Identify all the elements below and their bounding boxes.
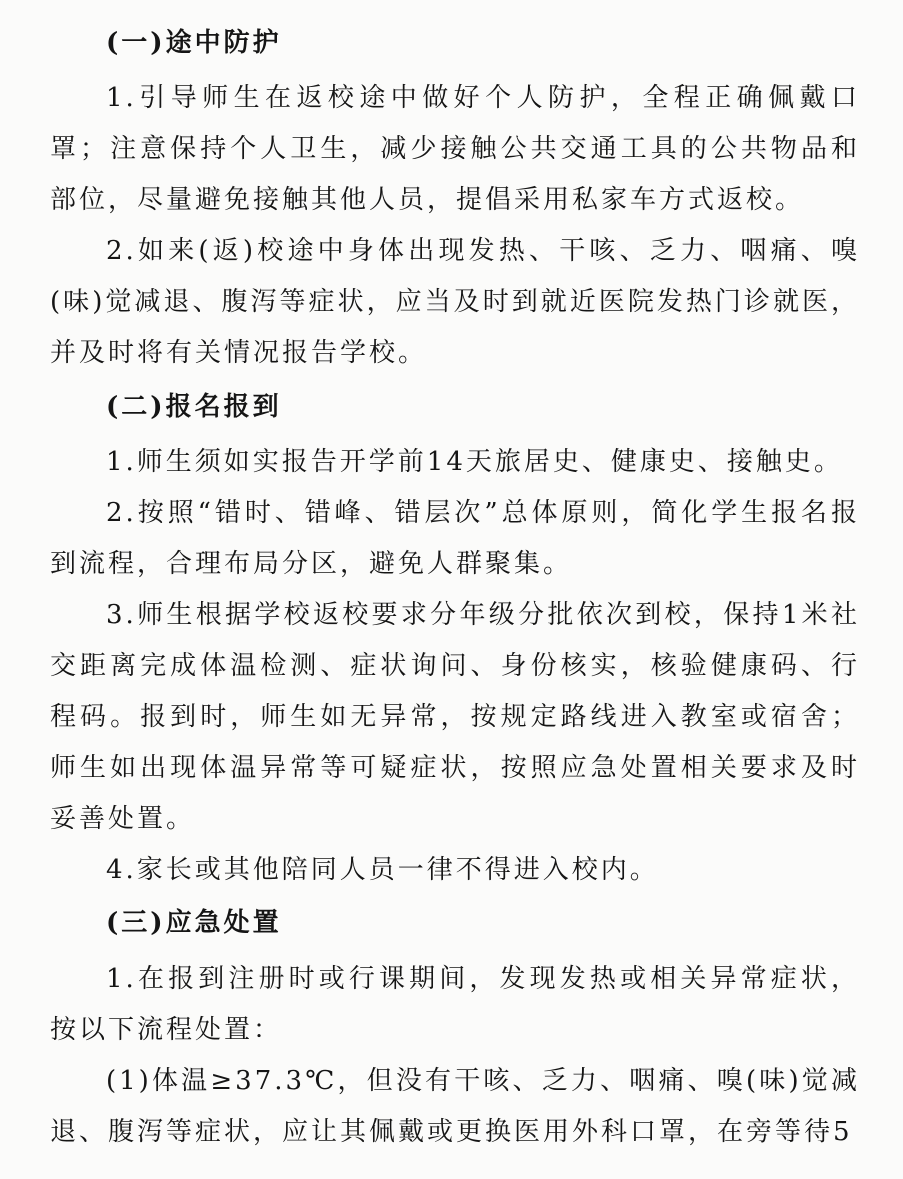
paragraph-3-2: (1)体温≥37.3℃，但没有干咳、乏力、咽痛、嗅(味)觉减退、腹泻等症状，应让其佩戴或更换医用外科口罩，在旁等待5 bbox=[50, 1066, 860, 1147]
paragraph-2-2: 2.按照“错时、错峰、错层次”总体原则，简化学生报名报到流程，合理布局分区，避免人群聚集。 bbox=[50, 498, 860, 579]
section-2-body bbox=[50, 437, 860, 896]
paragraph-2-3: 3.师生根据学校返校要求分年级分批依次到校，保持1米社交距离完成体温检测、症状询问、身份核实，核验健康码、行程码。报到时，师生如无异常，按规定路线进入教室或宿舍；师生如出现体温异常等可疑症状，按照应急处置相关要求及时妥善处置。 bbox=[50, 600, 860, 834]
paragraph-2-1: 1.师生须如实报告开学前14天旅居史、健康史、接触史。 bbox=[106, 447, 843, 477]
paragraph-1-1: 1.引导师生在返校途中做好个人防护，全程正确佩戴口罩；注意保持个人卫生，减少接触公共交通工具的公共物品和部位，尽量避免接触其他人员，提倡采用私家车方式返校。 bbox=[50, 83, 860, 215]
section-3-body bbox=[50, 954, 860, 1158]
section-heading-1: (一)途中防护 bbox=[106, 28, 282, 58]
paragraph-1-2: 2.如来(返)校途中身体出现发热、干咳、乏力、咽痛、嗅(味)觉减退、腹泻等症状，应当及时到就近医院发热门诊就医，并及时将有关情况报告学校。 bbox=[50, 236, 860, 368]
section-heading-3: (三)应急处置 bbox=[106, 908, 282, 938]
paragraph-2-4: 4.家长或其他陪同人员一律不得进入校内。 bbox=[106, 855, 659, 885]
paragraph-3-1: 1.在报到注册时或行课期间，发现发热或相关异常症状，按以下流程处置： bbox=[50, 964, 860, 1045]
section-1-body bbox=[50, 73, 860, 379]
section-heading-2: (二)报名报到 bbox=[106, 392, 282, 422]
